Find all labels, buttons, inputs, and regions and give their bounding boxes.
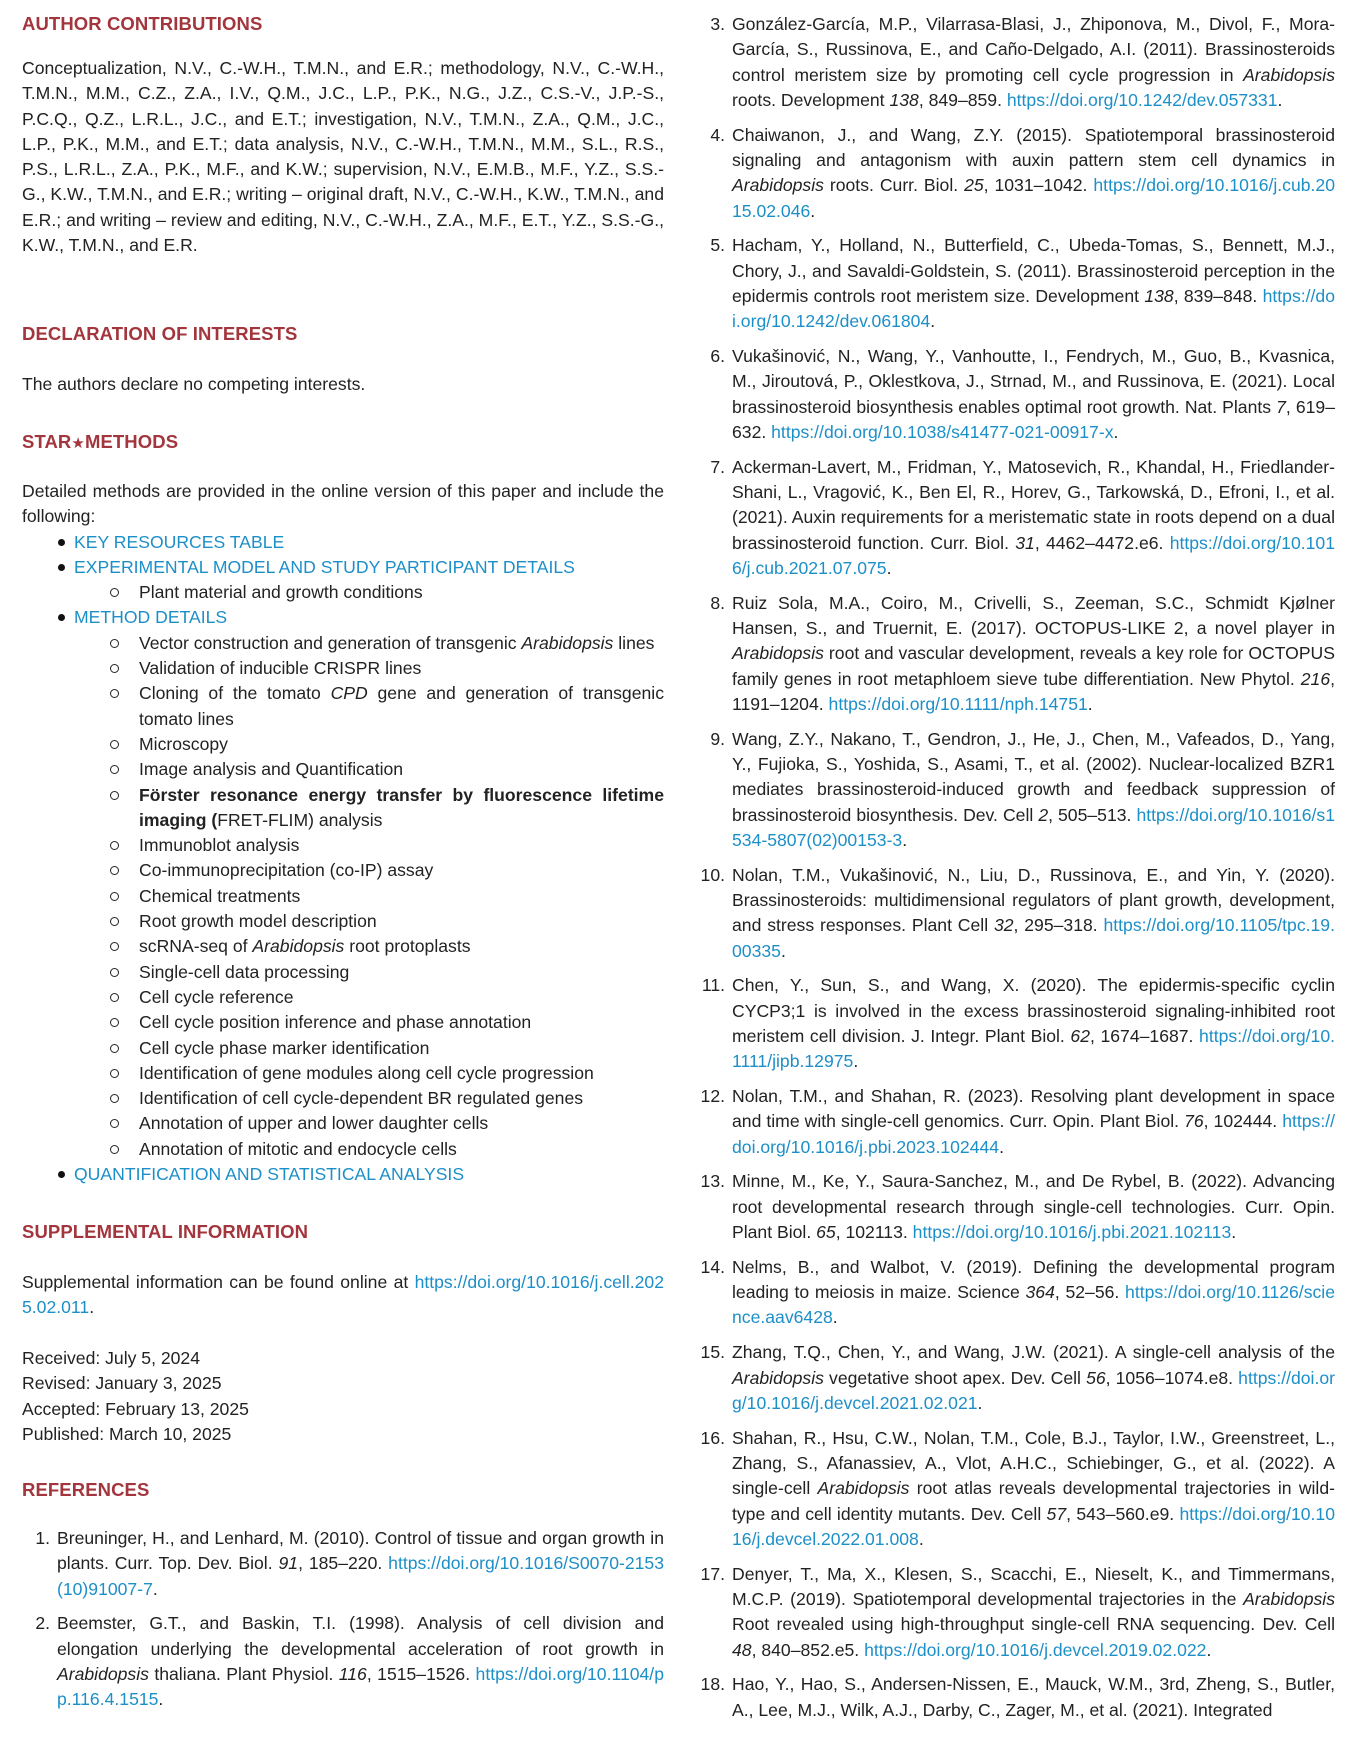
toc-subitem: Microscopy: [109, 732, 664, 757]
supplemental-link[interactable]: https://doi.org/10.1016/j.cell.2025.02.011: [22, 1272, 664, 1318]
reference-doi-link[interactable]: https://doi.org/10.1016/j.devcel.2019.02.022: [864, 1639, 1207, 1660]
toc-link-experimental-model[interactable]: EXPERIMENTAL MODEL AND STUDY PARTICIPANT DETAILS: [74, 556, 575, 577]
toc-subitem: Cell cycle reference: [109, 985, 664, 1010]
star-methods-heading-pre: STAR: [22, 431, 72, 452]
star-methods-heading-post: METHODS: [84, 431, 179, 452]
reference-doi-link[interactable]: https://doi.org/10.1016/j.devcel.2021.02.021: [732, 1367, 1335, 1413]
toc-subitem: Förster resonance energy transfer by fluorescence lifetime imaging (FRET-FLIM) analysis: [109, 783, 664, 834]
toc-subitem: Immunoblot analysis: [109, 833, 664, 858]
reference-doi-link[interactable]: https://doi.org/10.1016/j.cub.2021.07.075: [732, 532, 1335, 578]
toc-item[interactable]: [22, 1162, 664, 1187]
received-date: Received: July 5, 2024: [22, 1348, 200, 1368]
reference-item: 3. González-García, M.P., Vilarrasa-Blasi, J., Zhiponova, M., Divol, F., Mora-García, S., Russinova, E., and Caño-Delgado, A.I. (2011). Brassinosteroids control meristem size by promoting cell cycle progression in Arabidopsis roots. Development 138, 849–859. https://doi.org/10.1242/dev.057331.: [710, 14, 1335, 110]
toc-subitem: Cell cycle phase marker identification: [109, 1036, 664, 1061]
toc-subitem: Image analysis and Quantification: [109, 757, 664, 782]
reference-doi-link[interactable]: https://doi.org/10.1016/S0070-2153(10)91007-7: [57, 1553, 665, 1599]
article-dates: [22, 1346, 249, 1447]
reference-doi-link[interactable]: https://doi.org/10.1016/j.devcel.2022.01.008: [732, 1503, 1335, 1549]
reference-item: 5. Hacham, Y., Holland, N., Butterfield, C., Ubeda-Tomas, S., Bennett, M.J., Chory, J., and Savaldi-Goldstein, S. (2011). Brassinosteroid perception in the epidermis controls root meristem size. Development 138, 839–848. https://doi.org/10.1242/dev.061804.: [710, 235, 1335, 332]
reference-item: 1. Breuninger, H., and Lenhard, M. (2010). Control of tissue and organ growth in plants. Curr. Top. Dev. Biol. 91, 185–220. https://doi.org/10.1016/S0070-2153(10)91007-7.: [35, 1528, 665, 1599]
reference-item: 4. Chaiwanon, J., and Wang, Z.Y. (2015). Spatiotemporal brassinosteroid signaling and antagonism with auxin pattern stem cell dynamics in Arabidopsis roots. Curr. Biol. 25, 1031–1042. https://doi.org/10.1016/j.cub.2015.02.046.: [710, 124, 1335, 221]
reference-doi-link[interactable]: https://doi.org/10.1016/j.pbi.2021.102113: [912, 1222, 1232, 1243]
toc-item[interactable]: [22, 555, 664, 580]
reference-doi-link[interactable]: https://doi.org/10.1105/tpc.19.00335: [732, 915, 1335, 961]
author-contributions-text: Conceptualization, N.V., C.-W.H., T.M.N., and E.R.; methodology, N.V., C.-W.H., T.M.N., M.M., C.Z., Z.A., I.V., Q.M., J.C., L.P., P.K., N.G., J.Z., C.S.-V., J.P.-S., P.C.Q., Q.Z., L.R.L., J.C., and E.T.; investigation, N.V., T.M.N., Z.A., Q.M., J.C., L.P., P.K., M.M., and E.T.; data analysis, N.V., C.-W.H., T.M.N., M.M., S.L., R.S., P.S., L.R.L., Z.A., P.K., M.F., and K.W.; supervision, N.V., E.M.B., M.F., Y.Z., S.S.-G., K.W., T.M.N., and E.R.; writing – original draft, N.V., C.-W.H., K.W., T.M.N., and E.R.; and writing – review and editing, N.V., C.-W.H., Z.A., M.F., E.T., Y.Z., S.S.-G., K.W., T.M.N., and E.R.: [22, 58, 664, 256]
toc-subitem: Validation of inducible CRISPR lines: [109, 656, 664, 681]
toc-subitem: Cell cycle position inference and phase annotation: [109, 1010, 664, 1035]
toc-link-key-resources[interactable]: KEY RESOURCES TABLE: [74, 531, 285, 552]
reference-item: 14. Nelms, B., and Walbot, V. (2019). Defining the developmental program leading to meiosis in maize. Science 364, 52–56. https://doi.org/10.1126/science.aav6428.: [700, 1256, 1335, 1328]
reference-item: 7. Ackerman-Lavert, M., Fridman, Y., Matosevich, R., Khandal, H., Friedlander-Shani, L., Vragović, K., Ben El, R., Horev, G., Tarkowská, D., Efroni, I., et al. (2021). Auxin requirements for a meristematic state in roots depend on a dual brassinosteroid function. Curr. Biol. 31, 4462–4472.e6. https://doi.org/10.1016/j.cub.2021.07.075.: [710, 456, 1335, 578]
revised-date: Revised: January 3, 2025: [22, 1373, 222, 1394]
toc-item[interactable]: [22, 605, 664, 630]
reference-item: 12. Nolan, T.M., and Shahan, R. (2023). Resolving plant development in space and time with single-cell genomics. Curr. Opin. Plant Biol. 76, 102444. https://doi.org/10.1016/j.pbi.2023.102444.: [700, 1086, 1335, 1157]
reference-item: 16. Shahan, R., Hsu, C.W., Nolan, T.M., Cole, B.J., Taylor, I.W., Greenstreet, L., Zhang, S., Afanassiev, A., Vlot, A.H.C., Schiebinger, G., et al. (2022). A single-cell Arabidopsis root atlas reveals developmental trajectories in wild-type and cell identity mutants. Dev. Cell 57, 543–560.e9. https://doi.org/10.1016/j.devcel.2022.01.008.: [700, 1427, 1335, 1549]
supplemental-heading: SUPPLEMENTAL INFORMATION: [22, 1221, 309, 1242]
reference-doi-link[interactable]: https://doi.org/10.1038/s41477-021-00917-x: [771, 421, 1114, 442]
reference-item: 2. Beemster, G.T., and Baskin, T.I. (1998). Analysis of cell division and elongation underlying the developmental acceleration of root growth in Arabidopsis thaliana. Plant Physiol. 116, 1515–1526. https://doi.org/10.1104/pp.116.4.1515.: [35, 1613, 664, 1710]
toc-subitem: Chemical treatments: [109, 884, 664, 909]
reference-item: 10. Nolan, T.M., Vukašinović, N., Liu, D., Russinova, E., and Yin, Y. (2020). Brassinosteroids: multidimensional regulators of plant growth, development, and stress responses. Plant Cell 32, 295–318. https://doi.org/10.1105/tpc.19.00335.: [700, 864, 1335, 961]
declaration-heading: DECLARATION OF INTERESTS: [22, 323, 298, 344]
toc-sublist: [22, 631, 664, 1162]
toc-sublist: [22, 580, 664, 605]
reference-doi-link[interactable]: https://doi.org/10.1016/j.pbi.2023.102444: [732, 1111, 1335, 1157]
reference-doi-link[interactable]: https://doi.org/10.1016/s1534-5807(02)00153-3: [732, 804, 1335, 850]
toc-link-method-details[interactable]: METHOD DETAILS: [74, 607, 228, 628]
toc-subitem: Annotation of upper and lower daughter cells: [109, 1111, 664, 1136]
reference-item: 6. Vukašinović, N., Wang, Y., Vanhoutte, I., Fendrych, M., Guo, B., Kvasnica, M., Jiroutová, P., Oklestkova, J., Strnad, M., and Russinova, E. (2021). Local brassinosteroid biosynthesis enables optimal root growth. Nat. Plants 7, 619–632. https://doi.org/10.1038/s41477-021-00917-x.: [710, 346, 1335, 442]
toc-link-quantification[interactable]: QUANTIFICATION AND STATISTICAL ANALYSIS: [74, 1164, 465, 1185]
author-contributions-heading: AUTHOR CONTRIBUTIONS: [22, 13, 263, 34]
reference-doi-link[interactable]: https://doi.org/10.1111/nph.14751: [828, 693, 1088, 714]
supplemental-text: Supplemental information can be found online at https://doi.org/10.1016/j.cell.2025.02.011.: [22, 1272, 664, 1318]
reference-item: 15. Zhang, T.Q., Chen, Y., and Wang, J.W. (2021). A single-cell analysis of the Arabidopsis vegetative shoot apex. Dev. Cell 56, 1056–1074.e8. https://doi.org/10.1016/j.devcel.2021.02.021.: [700, 1342, 1335, 1413]
reference-item: 13. Minne, M., Ke, Y., Saura-Sanchez, M., and De Rybel, B. (2022). Advancing root developmental research through single-cell technologies. Curr. Opin. Plant Biol. 65, 102113. https://doi.org/10.1016/j.pbi.2021.102113.: [700, 1171, 1335, 1243]
reference-doi-link[interactable]: https://doi.org/10.1242/dev.057331: [1006, 89, 1278, 110]
toc-subitem: Root growth model description: [109, 909, 664, 934]
toc-subitem: Vector construction and generation of transgenic Arabidopsis lines: [109, 631, 664, 656]
toc-subitem: scRNA-seq of Arabidopsis root protoplasts: [109, 934, 664, 959]
reference-doi-link[interactable]: https://doi.org/10.1016/j.cub.2015.02.046: [732, 175, 1335, 221]
reference-item: 8. Ruiz Sola, M.A., Coiro, M., Crivelli, S., Zeeman, S.C., Schmidt Kjølner Hansen, S., and Truernit, E. (2017). OCTOPUS-LIKE 2, a novel player in Arabidopsis root and vascular development, reveals a key role for OCTOPUS family genes in root metaphloem sieve tube differentiation. New Phytol. 216, 1191–1204. https://doi.org/10.1111/nph.14751.: [710, 592, 1335, 714]
star-icon: ★: [71, 435, 85, 452]
toc-subitem: Identification of gene modules along cell cycle progression: [109, 1061, 664, 1086]
accepted-date: Accepted: February 13, 2025: [22, 1398, 249, 1419]
toc-subitem: Co-immunoprecipitation (co-IP) assay: [109, 858, 664, 883]
reference-doi-link[interactable]: https://doi.org/10.1111/jipb.12975: [732, 1025, 1335, 1072]
star-methods-body: [22, 479, 664, 1187]
reference-doi-link[interactable]: https://doi.org/10.1242/dev.061804: [732, 285, 1335, 332]
published-date: Published: March 10, 2025: [22, 1423, 232, 1444]
star-methods-heading: [22, 430, 178, 456]
toc-subitem: Plant material and growth conditions: [109, 580, 664, 605]
declaration-text: The authors declare no competing interests.: [22, 374, 366, 394]
star-methods-intro: Detailed methods are provided in the online version of this paper and include the following:: [22, 481, 664, 527]
reference-doi-link[interactable]: https://doi.org/10.1104/pp.116.4.1515: [57, 1663, 664, 1710]
references-heading: REFERENCES: [22, 1479, 150, 1500]
toc-subitem: Identification of cell cycle-dependent BR regulated genes: [109, 1086, 664, 1111]
references-list-left: [22, 1526, 664, 1722]
reference-item: 11. Chen, Y., Sun, S., and Wang, X. (2020). The epidermis-specific cyclin CYCP3;1 is involved in the excess brassinosteroid signaling-inhibited root meristem cell division. J. Integr. Plant Biol. 62, 1674–1687. https://doi.org/10.1111/jipb.12975.: [701, 975, 1335, 1072]
toc-subitem: Cloning of the tomato CPD gene and generation of transgenic tomato lines: [109, 681, 664, 732]
reference-item: 18. Hao, Y., Hao, S., Andersen-Nissen, E., Mauck, W.M., 3rd, Zheng, S., Butler, A., Lee, M.J., Wilk, A.J., Darby, C., Zager, M., et al. (2021). Integrated: [700, 1674, 1335, 1720]
toc-subitem: Single-cell data processing: [109, 960, 664, 985]
reference-item: 17. Denyer, T., Ma, X., Klesen, S., Scacchi, E., Nieselt, K., and Timmermans, M.C.P. (2019). Spatiotemporal developmental trajectories in the Arabidopsis Root revealed using high-throughput single-cell RNA sequencing. Dev. Cell 48, 840–852.e5. https://doi.org/10.1016/j.devcel.2019.02.022.: [700, 1563, 1335, 1660]
methods-toc: [22, 530, 664, 1188]
references-list-right: [697, 12, 1335, 1732]
toc-subitem: Annotation of mitotic and endocycle cells: [109, 1137, 664, 1162]
reference-doi-link[interactable]: https://doi.org/10.1126/science.aav6428: [732, 1282, 1335, 1328]
reference-item: 9. Wang, Z.Y., Nakano, T., Gendron, J., He, J., Chen, M., Vafeados, D., Yang, Y., Fujioka, S., Yoshida, S., Asami, T., et al. (2002). Nuclear-localized BZR1 mediates brassinosteroid-induced growth and feedback suppression of brassinosteroid biosynthesis. Dev. Cell 2, 505–513. https://doi.org/10.1016/s1534-5807(02)00153-3.: [710, 728, 1335, 850]
toc-item[interactable]: [22, 530, 664, 555]
